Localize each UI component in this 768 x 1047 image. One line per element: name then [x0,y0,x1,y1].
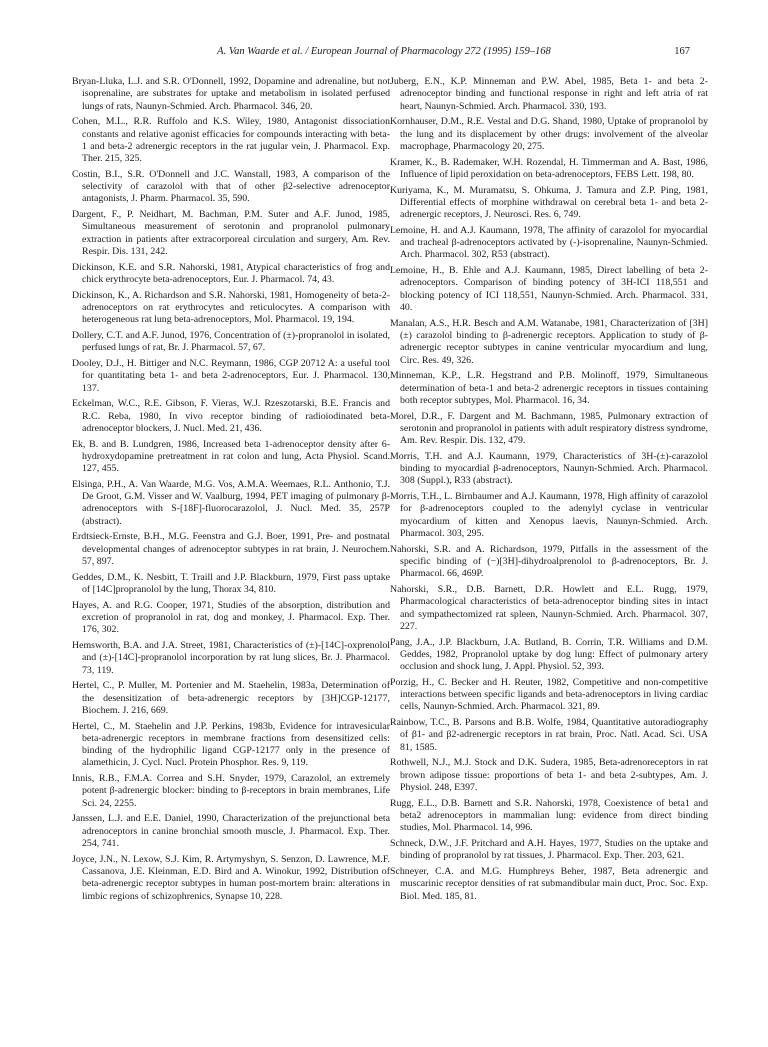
reference-entry: Porzig, H., C. Becker and H. Reuter, 1982, Competitive and non-competitive interactions between specific ligands and beta-adrenoceptors in living cardiac cells, Naunyn-Schmied. Arch. Pharmacol. 321, 89. [390,676,708,713]
reference-entry: Costin, B.I., S.R. O'Donnell and J.C. Wanstall, 1983, A comparison of the selectivity of carazolol with that of other β2-selective adrenoceptor antagonists, J. Pharm. Pharmacol. 35, 590. [72,168,390,205]
reference-entry: Lemoine, H., B. Ehle and A.J. Kaumann, 1985, Direct labelling of beta 2-adrenoceptors. Comparison of binding potency of 3H-ICI 118,551 and blocking potency of ICI 118,551, Naunyn-Schmied. Arch. Pharmacol. 331, 40. [390,265,708,313]
running-head-citation: A. Van Waarde et al. / European Journal of Pharmacology 272 (1995) 159–168 [217,46,551,57]
reference-entry: Hertel, C., M. Staehelin and J.P. Perkins, 1983b, Evidence for intravesicular beta-adrenergic receptors in membrane fractions from desensitized cells: binding of the hydrophilic ligand CGP-12177 only in the presence of alamethicin, J. Cycl. Nucl. Protein Phosphor. Res. 9, 119. [72,720,390,769]
reference-entry: Morris, T.H., L. Birnbaumer and A.J. Kaumann, 1978, High affinity of carazolol for β-adrenoceptors coupled to the adenylyl cyclase in ventricular myocardium of kitten and Xenopus laevis, Naunyn-Schmied. Arch. Pharmacol. 303, 295. [390,491,708,539]
running-head [0,46,768,62]
reference-entry: Dollery, C.T. and A.F. Junod, 1976, Concentration of (±)-propranolol in isolated, perfused lungs of rat, Br. J. Pharmacol. 57, 67. [72,329,390,354]
reference-entry: Eckelman, W.C., R.E. Gibson, F. Vieras, W.J. Rzeszotarski, B.E. Francis and R.C. Reba, 1980, In vivo receptor binding of radioiodinated beta-adrenoceptor blockers, J. Nucl. Med. 21, 436. [72,398,390,434]
reference-entry: Erdtsieck-Ernste, B.H., M.G. Feenstra and G.J. Boer, 1991, Pre- and postnatal developmental changes of adrenoceptor subtypes in rat brain, J. Neurochem. 57, 897. [72,531,390,567]
reference-entry: Bryan-Lluka, L.J. and S.R. O'Donnell, 1992, Dopamine and adrenaline, but not isoprenaline, are substrates for uptake and metabolism in isolated perfused lungs of rats, Naunyn-Schmied. Arch. Pharmacol. 346, 20. [72,76,390,112]
reference-entry: Kramer, K., B. Rademaker, W.H. Rozendal, H. Timmerman and A. Bast, 1986, Influence of lipid peroxidation on beta-adrenoceptors, FEBS Lett. 198, 80. [390,156,708,180]
references-right-column [390,76,708,906]
reference-entry: Cohen, M.L., R.R. Ruffolo and K.S. Wiley, 1980, Antagonist dissociation constants and relative agonist efficacies for compounds interacting with beta-1 and beta-2 adrenergic receptors in the rat jugular vein, J. Pharmacol. Exp. Ther. 215, 325. [72,116,390,165]
reference-entry: Joyce, J.N., N. Lexow, S.J. Kim, R. Artymyshyn, S. Senzon, D. Lawrence, M.F. Cassanova, J.E. Kleinman, E.D. Bird and A. Winokur, 1992, Distribution of beta-adrenergic receptor subtypes in human post-mortem brain: alterations in limbic regions of schizophrenics, Synapse 10, 228. [72,853,390,902]
reference-entry: Schneck, D.W., J.F. Pritchard and A.H. Hayes, 1977, Studies on the uptake and binding of propranolol by rat tissues, J. Pharmacol. Exp. Ther. 203, 621. [390,837,708,862]
reference-entry: Hayes, A. and R.G. Cooper, 1971, Studies of the absorption, distribution and excretion of propranolol in rat, dog and monkey, J. Pharmacol. Exp. Ther. 176, 302. [72,599,390,636]
reference-entry: Rainbow, T.C., B. Parsons and B.B. Wolfe, 1984, Quantitative autoradiography of β1- and β2-adrenergic receptors in rat brain, Proc. Natl. Acad. Sci. USA 81, 1585. [390,717,708,753]
reference-entry: Dargent, F., P. Neidhart, M. Bachman, P.M. Suter and A.F. Junod, 1985, Simultaneous measurement of serotonin and propranolol pulmonary extraction in patients after extracorporeal circulation and surgery, Am. Rev. Respir. Dis. 131, 242. [72,209,390,258]
references-left-column [72,76,390,906]
reference-entry: Pang, J.A., J.P. Blackburn, J.A. Butland, B. Corrin, T.R. Williams and D.M. Geddes, 1982, Propranolol uptake by dog lung: Effect of pulmonary artery occlusion and shock lung, J. Appl. Physiol. 52, 393. [390,636,708,673]
page-number: 167 [674,46,690,57]
reference-entry: Minneman, K.P., L.R. Hegstrand and P.B. Molinoff, 1979, Simultaneous determination of beta-1 and beta-2 adrenergic receptors in tissues containing both receptor subtypes, Mol. Pharmacol. 16, 34. [390,370,708,406]
reference-entry: Schneyer, C.A. and M.G. Humphreys Beher, 1987, Beta adrenergic and muscarinic receptor densities of rat submandibular main duct, Proc. Soc. Exp. Biol. Med. 185, 81. [390,865,708,902]
reference-entry: Dickinson, K., A. Richardson and S.R. Nahorski, 1981, Homogeneity of beta-2-adrenoceptors on rat erythrocytes and reticulocytes. A comparison with heterogeneous rat lung beta-adrenoceptors, Mol. Pharmacol. 19, 194. [72,289,390,326]
reference-entry: Hemsworth, B.A. and J.A. Street, 1981, Characteristics of (±)-[14C]-oxprenolol and (±)-[14C]-propranolol incorporation by rat lung slices, Br. J. Pharmacol. 73, 119. [72,639,390,676]
reference-entry: Elsinga, P.H., A. Van Waarde, M.G. Vos, A.M.A. Weemaes, R.L. Anthonio, T.J. De Groot, G.M. Visser and W. Vaalburg, 1994, PET imaging of pulmonary β-adrenoceptors with S-[18F]-fluorocarazolol, J. Nucl. Med. 35, 257P (abstract). [72,478,390,527]
reference-entry: Ek, B. and B. Lundgren, 1986, Increased beta 1-adrenoceptor density after 6-hydroxydopamine pretreatment in rat colon and lung, Acta Physiol. Scand. 127, 455. [72,438,390,475]
reference-entry: Dickinson, K.E. and S.R. Nahorski, 1981, Atypical characteristics of frog and chick erythrocyte beta-adrenoceptors, Eur. J. Pharmacol. 74, 43. [72,261,390,286]
reference-entry: Rothwell, N.J., M.J. Stock and D.K. Sudera, 1985, Beta-adrenoreceptors in rat brown adipose tissue: proportions of beta 1- and beta 2-subtypes, Am. J. Physiol. 248, E397. [390,757,708,793]
reference-entry: Morris, T.H. and A.J. Kaumann, 1979, Characteristics of 3H-(±)-carazolol binding to myocardial β-adrenoceptors, Naunyn-Schmied. Arch. Pharmacol. 308 (Suppl.), R33 (abstract). [390,450,708,487]
reference-entry: Nahorski, S.R. and A. Richardson, 1979, Pitfalls in the assessment of the specific binding of (−)[3H]-dihydroalprenolol to β-adrenoceptors, Br. J. Pharmacol. 66, 469P. [390,543,708,580]
reference-entry: Morel, D.R., F. Dargent and M. Bachmann, 1985, Pulmonary extraction of serotonin and propranolol in patients with adult respiratory distress syndrome, Am. Rev. Respir. Dis. 132, 479. [390,410,708,447]
reference-entry: Hertel, C., P. Muller, M. Portenier and M. Staehelin, 1983a, Determination of the desensitization of beta-adrenergic receptors by [3H]CGP-12177, Biochem. J. 216, 669. [72,680,390,716]
reference-entry: Manalan, A.S., H.R. Besch and A.M. Watanabe, 1981, Characterization of [3H] (±) carazolol binding to β-adrenergic receptors. Application to study of β-adrenergic receptor subtypes in canine ventricular myocardium and lung, Circ. Res. 49, 326. [390,317,708,366]
reference-entry: Rugg, E.L., D.B. Barnett and S.R. Nahorski, 1978, Coexistence of beta1 and beta2 adrenoceptors in mammalian lung: evidence from direct binding studies, Mol. Pharmacol. 14, 996. [390,797,708,834]
reference-entry: Lemoine, H. and A.J. Kaumann, 1978, The affinity of carazolol for myocardial and tracheal β-adrenoceptors activated by (-)-isoprenaline, Naunyn-Schmied. Arch. Pharmacol. 302, R53 (abstract). [390,224,708,261]
reference-entry: Geddes, D.M., K. Nesbitt, T. Traill and J.P. Blackburn, 1979, First pass uptake of [14C]propranolol by the lung, Thorax 34, 810. [72,571,390,595]
reference-entry: Innis, R.B., F.M.A. Correa and S.H. Snyder, 1979, Carazolol, an extremely potent β-adrenergic blocker: binding to β-receptors in brain membranes, Life Sci. 24, 2255. [72,773,390,809]
reference-entry: Kornhauser, D.M., R.E. Vestal and D.G. Shand, 1980, Uptake of propranolol by the lung and its displacement by other drugs: involvement of the alveolar macrophage, Pharmacology 20, 275. [390,116,708,152]
reference-entry: Kuriyama, K., M. Muramatsu, S. Ohkuma, J. Tamura and Z.P. Ping, 1981, Differential effects of morphine withdrawal on cerebral beta 1- and beta 2-adrenergic receptors, J. Neurosci. Res. 6, 749. [390,184,708,221]
reference-entry: Janssen, L.J. and E.E. Daniel, 1990, Characterization of the prejunctional beta adrenoceptors in canine bronchial smooth muscle, J. Pharmacol. Exp. Ther. 254, 741. [72,813,390,849]
reference-entry: Dooley, D.J., H. Bittiger and N.C. Reymann, 1986, CGP 20712 A: a useful tool for quantitating beta 1- and beta 2-adrenoceptors, Eur. J. Pharmacol. 130, 137. [72,357,390,394]
reference-entry: Nahorski, S.R., D.B. Barnett, D.R. Howlett and E.L. Rugg, 1979, Pharmacological characteristics of beta-adrenoceptor binding sites in intact and sympathectomized rat spleen, Naunyn-Schmied. Arch. Pharmacol. 307, 227. [390,583,708,632]
reference-entry: Juberg, E.N., K.P. Minneman and P.W. Abel, 1985, Beta 1- and beta 2-adrenoceptor binding and functional response in right and left atria of rat heart, Naunyn-Schmied. Arch. Pharmacol. 330, 193. [390,76,708,112]
